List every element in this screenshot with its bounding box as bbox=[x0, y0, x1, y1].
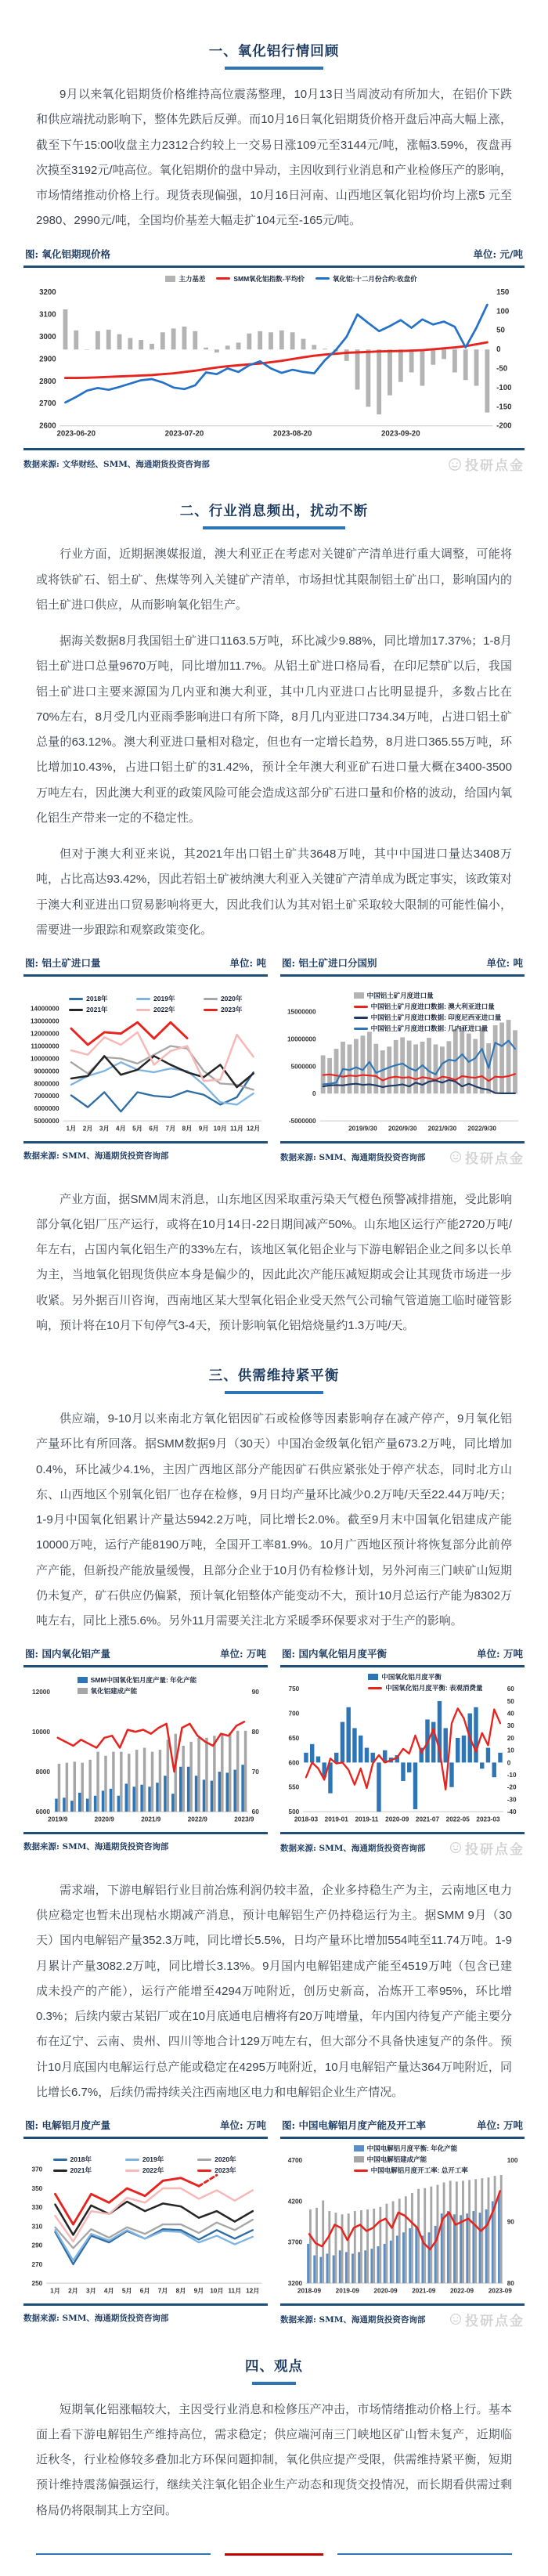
svg-text:12月: 12月 bbox=[247, 1125, 260, 1133]
svg-text:2019/9/30: 2019/9/30 bbox=[348, 1125, 377, 1133]
chart-source: 数据来源: 文华财经、SMM、海通期货投资咨询部 bbox=[23, 458, 210, 470]
svg-text:2021/9: 2021/9 bbox=[141, 1816, 161, 1823]
svg-text:50: 50 bbox=[507, 1698, 515, 1705]
svg-text:8000: 8000 bbox=[36, 1769, 51, 1776]
chart-title: 图: 电解铝月度产量 bbox=[25, 2118, 110, 2132]
chart-block-bauxite-imports bbox=[23, 954, 268, 1166]
aluminum-capacity-utilization-chart bbox=[280, 2141, 525, 2300]
section-title: 四、观点 bbox=[245, 2356, 303, 2375]
svg-text:0: 0 bbox=[312, 1090, 316, 1097]
svg-text:20: 20 bbox=[507, 1735, 515, 1742]
logo-text: 投研点金 bbox=[465, 1838, 525, 1858]
svg-text:60: 60 bbox=[252, 1808, 260, 1815]
electrolytic-aluminum-output-chart bbox=[23, 2141, 268, 2300]
chart-block-bauxite-by-country bbox=[280, 954, 525, 1166]
svg-text:12月: 12月 bbox=[246, 2288, 259, 2295]
paragraph: 但对于澳大利亚来说，其2021年出口铝土矿共3648万吨，其中中国进口量达3408万吨，占比高达93.42%，因此若铝土矿被纳澳大利亚入关键矿产清单成为既定事实，该政策对于澳大利亚进出口贸易影响将更大，因此我们认为其对铝土矿采取较大限制的可能性偏小，需要进一步跟踪和观察政策变化。 bbox=[0, 842, 548, 943]
svg-text:10000: 10000 bbox=[32, 1729, 50, 1736]
svg-text:7月: 7月 bbox=[158, 2288, 168, 2295]
svg-text:60: 60 bbox=[507, 1686, 515, 1693]
section-title: 三、供需维持紧平衡 bbox=[209, 1365, 340, 1385]
svg-text:-20: -20 bbox=[507, 1784, 517, 1791]
svg-text:2021-09: 2021-09 bbox=[412, 2288, 436, 2295]
svg-text:3100: 3100 bbox=[39, 310, 56, 319]
svg-text:330: 330 bbox=[32, 2204, 43, 2211]
svg-text:3000: 3000 bbox=[39, 332, 56, 341]
svg-text:5月: 5月 bbox=[132, 1125, 142, 1133]
svg-text:2023-07-20: 2023-07-20 bbox=[165, 429, 204, 438]
chart-unit: 单位: 元/吨 bbox=[473, 247, 523, 261]
svg-text:-100: -100 bbox=[496, 383, 511, 392]
svg-text:290: 290 bbox=[32, 2242, 43, 2249]
svg-text:4月: 4月 bbox=[116, 1125, 126, 1133]
svg-text:6月: 6月 bbox=[140, 2288, 150, 2295]
svg-text:1月: 1月 bbox=[67, 1125, 77, 1133]
svg-text:0: 0 bbox=[507, 1760, 511, 1767]
chart-unit: 单位: 万吨 bbox=[477, 2118, 523, 2132]
paragraph: 据海关数据8月我国铝土矿进口1163.5万吨，环比减少9.88%，同比增加17.37%；1-8月铝土矿进口总量9670万吨，同比增加11.7%。从铝土矿进口格局看，在印尼禁矿以后，我国铝土矿进口主要来源国为几内亚和澳大利亚，其中几内亚进口占比明显提升，多数占比在70%左右，8月受几内亚雨季影响进口有所下降，8月几内亚进口734.34万吨，占进口铝土矿总量的63.12%。澳大利亚进口量相对稳定，但也有一定增长趋势，8月进口365.55万吨，环比增加10.43%，占进口铝土矿的31.42%，预计全年澳大利亚矿石进口量大概在3400-3500万吨左右，因此澳大利亚的政策风险可能会造成这部分矿石进口量和价格的波动，给国内氧化铝生产带来一定的不稳定性。 bbox=[0, 629, 548, 831]
chart-unit: 单位: 万吨 bbox=[220, 2118, 266, 2132]
svg-text:3700: 3700 bbox=[288, 2239, 303, 2246]
section-title: 一、氧化铝行情回顾 bbox=[209, 41, 340, 60]
svg-text:12000: 12000 bbox=[32, 1689, 50, 1696]
svg-text:700: 700 bbox=[289, 1711, 300, 1718]
svg-text:2021-07: 2021-07 bbox=[416, 1816, 440, 1823]
alumina-monthly-balance-chart bbox=[280, 1669, 525, 1828]
svg-text:50: 50 bbox=[496, 326, 505, 334]
svg-text:600: 600 bbox=[289, 1760, 300, 1767]
logo-text: 投研点金 bbox=[465, 454, 525, 474]
svg-text:2022-09: 2022-09 bbox=[450, 2288, 474, 2295]
logo-text: 投研点金 bbox=[465, 1147, 525, 1167]
svg-text:2019-11: 2019-11 bbox=[355, 1816, 379, 1823]
svg-text:2023-09-20: 2023-09-20 bbox=[381, 429, 420, 438]
svg-text:2019-01: 2019-01 bbox=[325, 1816, 349, 1823]
svg-text:80: 80 bbox=[507, 2280, 515, 2287]
paragraph: 供应端，9-10月以来南北方氧化铝因矿石或检修等因素影响存在减产停产，9月氧化铝产量环比有所回落。据SMM数据9月（30天）中国冶金级氧化铝产量673.2万吨，同比增加0.4%，环比减少4.1%，主因广西地区部分产能因矿石供应紧张处于停产状态，同时北方山东、山西地区个别氧化铝厂也存在检修，9月日均产量环比减少0.2万吨/天至22.44万吨/天；1-9月中国氧化铝累计产量达5942.2万吨，同比增长2.0%。截至9月末中国氧化铝建成产能10000万吨，运行产能8190万吨，全国开工率81.9%。10月广西地区预计将恢复部分此前停产产能，但新投产能放量缓慢，且部分企业于10月仍有检修计划，另外河南三门峡矿山短期仍未复产，矿石供应仍偏紧，预计氧化铝整体产能变动不大，预计10月总运行产能为8302万吨左右，同比上涨5.6%。另外11月需要关注北方采暖季环保要求对于生产的影响。 bbox=[0, 1407, 548, 1634]
svg-text:250: 250 bbox=[32, 2280, 43, 2287]
chart-legend: 中国氧化铝月度平衡 中国氧化铝月度平衡: 表观消费量 bbox=[368, 1672, 482, 1693]
chart-block-alumina-futures-spot bbox=[23, 245, 525, 475]
divider-blue-left bbox=[36, 2553, 211, 2555]
svg-text:70: 70 bbox=[252, 1769, 260, 1776]
svg-text:5000000: 5000000 bbox=[291, 1064, 316, 1071]
svg-text:12000000: 12000000 bbox=[31, 1031, 59, 1038]
chart-row-aluminum-demand bbox=[23, 2116, 525, 2329]
section-heading-3 bbox=[0, 1365, 548, 1394]
svg-text:-5000000: -5000000 bbox=[289, 1118, 316, 1125]
chart-legend: 中国铝土矿月度进口量 中国铝土矿月度进口数据: 澳大利亚进口量 中国铝土矿月度进口数据: 印度尼西亚进口量 中国铝土矿月度进口数据: 几内亚进口量 bbox=[354, 991, 502, 1033]
svg-text:2023/9: 2023/9 bbox=[234, 1816, 254, 1823]
svg-text:4200: 4200 bbox=[288, 2198, 303, 2206]
svg-text:2018-03: 2018-03 bbox=[294, 1816, 319, 1823]
chart-legend: 2018年 2019年 2020年 2021年 2022年 2023年 bbox=[67, 994, 261, 1014]
svg-text:3月: 3月 bbox=[86, 2288, 96, 2295]
svg-text:2600: 2600 bbox=[39, 421, 56, 430]
svg-text:2023-08-20: 2023-08-20 bbox=[273, 429, 312, 438]
bauxite-import-volume-chart bbox=[23, 978, 268, 1137]
svg-text:150: 150 bbox=[496, 287, 509, 296]
chart-title: 图: 国内氧化铝产量 bbox=[25, 1646, 110, 1660]
svg-text:6000: 6000 bbox=[36, 1808, 51, 1815]
divider-red-center bbox=[225, 2553, 323, 2556]
svg-text:15000000: 15000000 bbox=[287, 1009, 316, 1016]
chart-source: 数据来源: SMM、海通期货投资咨询部 bbox=[280, 1842, 425, 1854]
paragraph: 行业方面，近期据澳媒报道，澳大利亚正在考虑对关键矿产清单进行重大调整，可能将或将铁矿石、铝土矿、焦煤等列入关键矿产清单，市场担忧其限制铝土矿出口，影响国内的铝土矿进口供应，从而影响氧化铝生产。 bbox=[0, 542, 548, 618]
svg-text:-150: -150 bbox=[496, 403, 511, 411]
svg-text:500: 500 bbox=[289, 1808, 300, 1815]
svg-text:6月: 6月 bbox=[149, 1125, 159, 1133]
svg-text:9月: 9月 bbox=[199, 1125, 209, 1133]
chart-source: 数据来源: SMM、海通期货投资咨询部 bbox=[23, 2312, 168, 2324]
svg-text:2021/9/30: 2021/9/30 bbox=[428, 1125, 457, 1133]
svg-text:10000000: 10000000 bbox=[287, 1036, 316, 1043]
svg-text:9000000: 9000000 bbox=[34, 1068, 59, 1075]
chart-source: 数据来源: SMM、海通期货投资咨询部 bbox=[23, 1150, 168, 1162]
watermark-logo bbox=[449, 2310, 525, 2329]
svg-text:14000000: 14000000 bbox=[31, 1006, 59, 1013]
svg-text:7月: 7月 bbox=[165, 1125, 175, 1133]
svg-text:80: 80 bbox=[252, 1729, 260, 1736]
chart-block-alumina-output bbox=[23, 1645, 268, 1857]
svg-text:2700: 2700 bbox=[39, 399, 56, 408]
svg-text:4700: 4700 bbox=[288, 2157, 303, 2164]
chart-legend: 2018年 2019年 2020年 2021年 2022年 2023年 bbox=[50, 2155, 261, 2175]
svg-text:2020-09: 2020-09 bbox=[385, 1816, 409, 1823]
svg-text:550: 550 bbox=[289, 1784, 300, 1791]
chart-unit: 单位: 万吨 bbox=[477, 1646, 523, 1660]
svg-text:4月: 4月 bbox=[104, 2288, 114, 2295]
svg-text:2022/9/30: 2022/9/30 bbox=[467, 1125, 496, 1133]
section-heading-2 bbox=[0, 500, 548, 529]
chart-unit: 单位: 吨 bbox=[487, 956, 523, 970]
svg-text:2022-05: 2022-05 bbox=[446, 1816, 470, 1823]
svg-text:11月: 11月 bbox=[228, 2288, 241, 2295]
paragraph: 9月以来氧化铝期货价格维持高位震荡整理，10月13日当周波动有所加大，在铝价下跌和供应端扰动影响下，整体先跌后反弹。而10月16日氧化铝期货价格开盘后冲高大幅上涨，截至下午15:00收盘主力2312合约较上一交易日涨109元至3144元/吨，涨幅3.59%，夜盘再次摸至3192元/吨高位。氧化铝期价的盘中异动，主因收到行业消息和产业检修压产的影响，市场情绪推动价格上行。现货表现偏强，10月16日河南、山西地区氧化铝均价均上涨5 元至2980、2990元/吨，全国均价基差大幅走扩104元至-165元/吨。 bbox=[0, 82, 548, 234]
svg-text:310: 310 bbox=[32, 2224, 43, 2231]
svg-text:2月: 2月 bbox=[68, 2288, 78, 2295]
svg-text:-10: -10 bbox=[507, 1772, 517, 1779]
svg-text:370: 370 bbox=[32, 2166, 43, 2173]
chart-legend: 主力基差 SMM氧化铝指数-平均价 氧化铝:十二月份合约:收盘价 bbox=[64, 274, 518, 284]
chart-legend: 中国电解铝月度平衡: 年化产能 中国电解铝建成产能 中国电解铝月度开工率: 总开工率 bbox=[354, 2144, 468, 2175]
chart-source: 数据来源: SMM、海通期货投资咨询部 bbox=[23, 1841, 168, 1852]
heading-underline bbox=[203, 526, 346, 529]
svg-text:-200: -200 bbox=[496, 421, 511, 430]
footer-divider bbox=[0, 2553, 548, 2556]
chart-row-bauxite bbox=[23, 954, 525, 1166]
svg-text:8月: 8月 bbox=[176, 2288, 186, 2295]
chart-block-aluminum-output bbox=[23, 2116, 268, 2329]
svg-text:2023-09: 2023-09 bbox=[489, 2288, 513, 2295]
svg-text:-30: -30 bbox=[507, 1797, 517, 1804]
svg-text:5000000: 5000000 bbox=[34, 1118, 59, 1125]
watermark-logo bbox=[448, 454, 525, 474]
svg-text:13000000: 13000000 bbox=[31, 1018, 59, 1025]
logo-face-icon bbox=[449, 2313, 462, 2325]
chart-source: 数据来源: SMM、海通期货投资咨询部 bbox=[280, 2314, 425, 2325]
svg-text:100: 100 bbox=[507, 2157, 518, 2164]
watermark-logo bbox=[449, 1838, 525, 1858]
svg-text:750: 750 bbox=[289, 1686, 300, 1693]
svg-text:90: 90 bbox=[507, 2219, 515, 2226]
watermark-logo bbox=[449, 1147, 525, 1167]
paragraph: 需求端，下游电解铝行业目前冶炼利润仍较丰盈，企业多持稳生产为主，云南地区电力供应稳定也暂未出现枯水期减产消息，预计电解铝生产仍持稳运行为主。据SMM 9月（30天）国内电解铝产量352.3万吨，同比增长5.5%，日均产量环比增加554吨至11.74万吨。1-9月累计产量3082.2万吨，同比增长3.13%。9月国内电解铝建成产能至4519万吨（包含已建成未投产的产能），运行产能增至4294万吨附近，创历史新高，冶炼开工率95%，环比增0.3%；后续内蒙古某铝厂或在10月底通电启槽将有20万吨增量，年内国内待复产产能主要分布在辽宁、云南、贵州、四川等地合计129万吨左右，但大部分不具备快速复产的条件。预计10月底国内电解运行总产能或稳定在4295万吨附近，10月电解铝产量达364万吨附近，同比增长6.7%，后续仍需持续关注西南地区电力和电解铝企业生产情况。 bbox=[0, 1878, 548, 2105]
svg-text:100: 100 bbox=[496, 307, 509, 316]
bauxite-import-by-country-chart bbox=[280, 978, 525, 1137]
svg-text:2020/9/30: 2020/9/30 bbox=[388, 1125, 417, 1133]
chart-title: 图: 国内氧化铝月度平衡 bbox=[282, 1646, 387, 1660]
chart-title: 图: 铝土矿进口分国别 bbox=[282, 956, 377, 970]
svg-text:8月: 8月 bbox=[182, 1125, 193, 1133]
section-heading-4 bbox=[0, 2356, 548, 2385]
svg-text:11月: 11月 bbox=[230, 1125, 243, 1133]
chart-block-aluminum-capacity bbox=[280, 2116, 525, 2329]
svg-text:9月: 9月 bbox=[194, 2288, 204, 2295]
chart-unit: 单位: 万吨 bbox=[220, 1646, 266, 1660]
logo-face-icon bbox=[449, 1151, 462, 1163]
svg-text:2月: 2月 bbox=[83, 1125, 93, 1133]
svg-text:2023-06-20: 2023-06-20 bbox=[56, 429, 96, 438]
domestic-alumina-output-chart bbox=[23, 1669, 268, 1828]
chart-legend: SMM中国氧化铝月度产量: 年化产能 氧化铝建成产能 bbox=[78, 1675, 197, 1696]
svg-text:3200: 3200 bbox=[39, 287, 56, 296]
svg-text:2019-09: 2019-09 bbox=[336, 2288, 360, 2295]
chart-title: 图: 铝土矿进口量 bbox=[25, 956, 100, 970]
svg-text:0: 0 bbox=[496, 345, 500, 354]
chart-block-alumina-balance bbox=[280, 1645, 525, 1857]
section-title: 二、行业消息频出，扰动不断 bbox=[180, 500, 369, 520]
svg-text:7000000: 7000000 bbox=[34, 1093, 59, 1100]
svg-text:2023-03: 2023-03 bbox=[476, 1816, 500, 1823]
logo-face-icon bbox=[448, 457, 462, 471]
svg-text:2018-09: 2018-09 bbox=[297, 2288, 322, 2295]
chart-unit: 单位: 吨 bbox=[230, 956, 266, 970]
svg-text:10月: 10月 bbox=[214, 1125, 227, 1133]
svg-text:2900: 2900 bbox=[39, 355, 56, 363]
divider-blue-right bbox=[337, 2553, 512, 2555]
heading-underline bbox=[225, 67, 324, 70]
svg-text:10000000: 10000000 bbox=[31, 1056, 59, 1063]
svg-text:2022/9: 2022/9 bbox=[188, 1816, 208, 1823]
heading-underline bbox=[225, 1391, 324, 1394]
heading-underline bbox=[252, 2382, 296, 2385]
paragraph: 产业方面，据SMM周末消息，山东地区因采取重污染天气橙色预警减排措施，受此影响部分氧化铝厂压产运行，或将在10月14日-22日期间减产50%。山东地区运行产能2720万吨/年左右，占国内氧化铝生产的33%左右，该地区氧化铝企业与下游电解铝企业之间多以长单为主，当地氧化铝现货供应本身是偏少的，因此此次产能压减短期或会让其现货市场进一步收紧。另外据百川咨询，西南地区某大型氧化铝企业受天然气公司输气管道施工临时碰管影响，预计将在10月下旬停气3-4天，预计影响氧化铝焙烧量约1.3万吨/天。 bbox=[0, 1187, 548, 1339]
svg-text:-40: -40 bbox=[507, 1808, 517, 1815]
svg-text:650: 650 bbox=[289, 1735, 300, 1742]
section-heading-1 bbox=[0, 41, 548, 70]
svg-text:3月: 3月 bbox=[99, 1125, 110, 1133]
paragraph: 短期氧化铝涨幅较大，主因受行业消息和检修压产冲击，市场情绪推动价格上行。基本面上看下游电解铝生产维持高位，需求稳定；供应端河南三门峡地区矿山暂未复产，近期临近秋冬，行业检修较多叠加北方环保问题抑制，氧化供应提产受限，供需维持紧平衡，短期预计维持震荡偏强运行，继续关注氧化铝企业生产动态和现货交投情况，而长期看供需过剩格局仍将限制其上方空间。 bbox=[0, 2397, 548, 2524]
chart-title: 图: 中国电解铝月度产能及开工率 bbox=[282, 2118, 426, 2132]
chart-title: 图: 氧化铝期现价格 bbox=[25, 247, 110, 261]
svg-text:2019/9: 2019/9 bbox=[48, 1816, 68, 1823]
svg-text:11000000: 11000000 bbox=[31, 1043, 59, 1050]
svg-text:-50: -50 bbox=[496, 364, 507, 373]
svg-text:270: 270 bbox=[32, 2261, 43, 2268]
svg-text:40: 40 bbox=[507, 1711, 515, 1718]
svg-text:3200: 3200 bbox=[288, 2280, 303, 2287]
svg-text:5月: 5月 bbox=[122, 2288, 132, 2295]
logo-face-icon bbox=[449, 1841, 462, 1854]
chart-row-alumina-supply bbox=[23, 1645, 525, 1857]
svg-text:2020/9: 2020/9 bbox=[95, 1816, 115, 1823]
svg-text:2020-09: 2020-09 bbox=[373, 2288, 398, 2295]
svg-text:90: 90 bbox=[252, 1689, 260, 1696]
svg-text:6000000: 6000000 bbox=[34, 1105, 59, 1112]
svg-text:10: 10 bbox=[507, 1747, 515, 1754]
logo-text: 投研点金 bbox=[465, 2310, 525, 2329]
svg-text:10月: 10月 bbox=[210, 2288, 223, 2295]
svg-text:2800: 2800 bbox=[39, 377, 56, 385]
svg-text:350: 350 bbox=[32, 2185, 43, 2192]
svg-text:30: 30 bbox=[507, 1723, 515, 1730]
alumina-futures-spot-chart bbox=[23, 269, 525, 446]
svg-text:8000000: 8000000 bbox=[34, 1080, 59, 1087]
chart-source: 数据来源: SMM、海通期货投资咨询部 bbox=[280, 1151, 425, 1163]
svg-text:1月: 1月 bbox=[50, 2288, 60, 2295]
